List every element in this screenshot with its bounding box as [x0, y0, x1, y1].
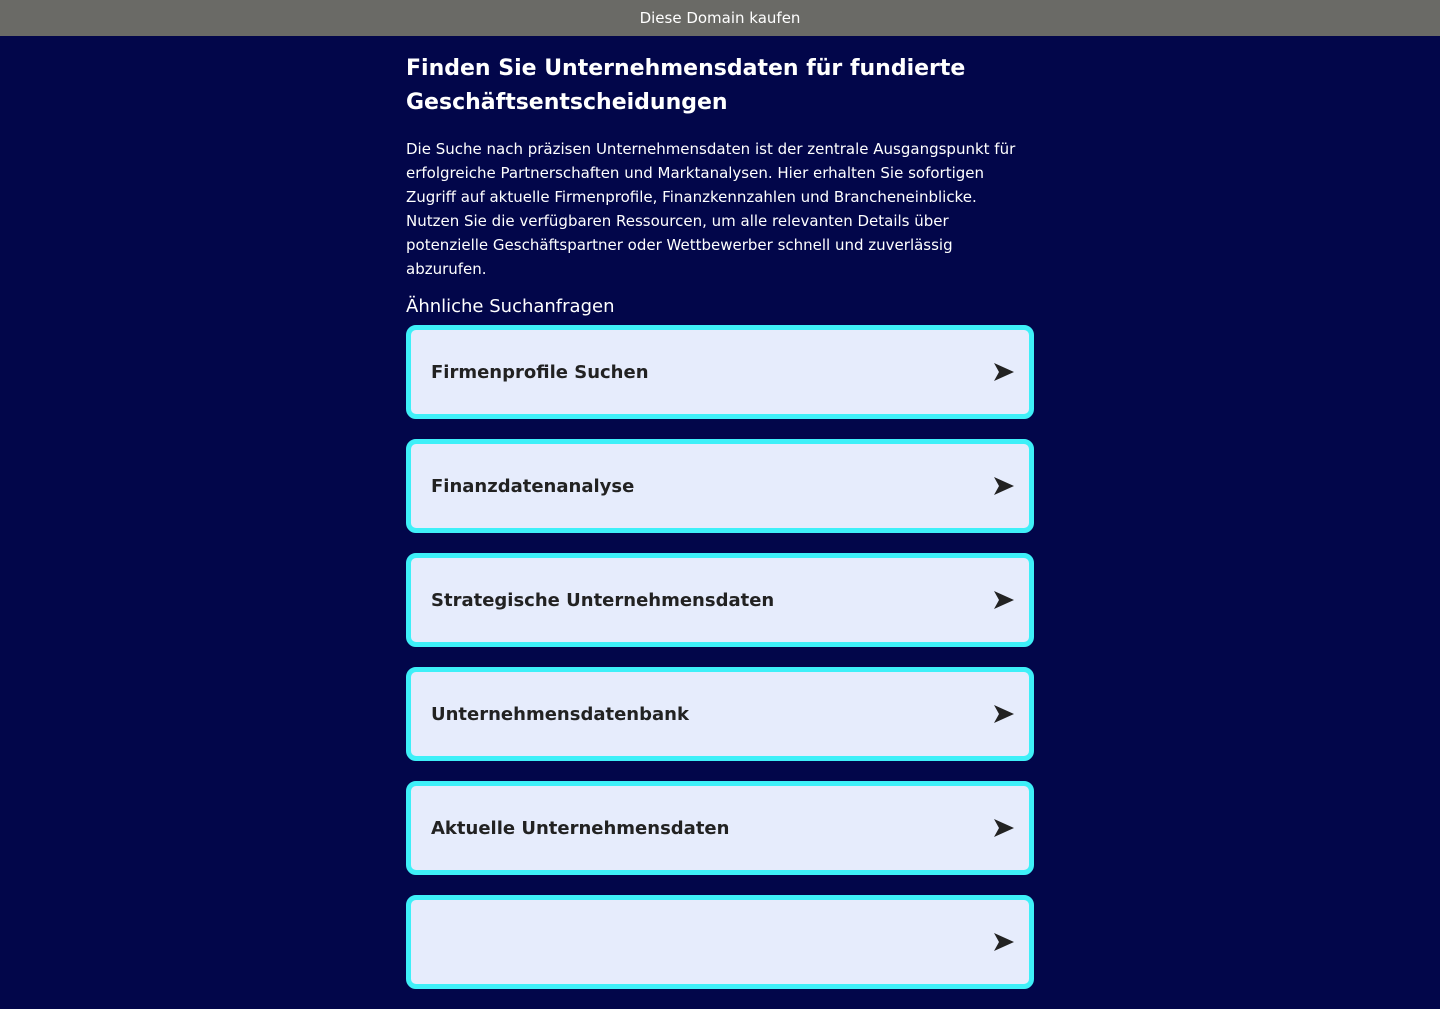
related-searches-title: Ähnliche Suchanfragen: [406, 296, 615, 317]
related-search-link[interactable]: [406, 895, 1034, 989]
related-searches-list: [406, 325, 1034, 989]
related-search-label: Finanzdatenanalyse: [431, 475, 635, 497]
main-content: [406, 36, 1034, 1009]
related-search-link[interactable]: [406, 553, 1034, 647]
related-search-label: Unternehmensdatenbank: [431, 703, 689, 725]
related-search-label: Aktuelle Unternehmensdaten: [431, 817, 730, 839]
arrow-right-icon: [993, 476, 1015, 496]
buy-domain-link[interactable]: [0, 0, 1440, 36]
related-search-label: Strategische Unternehmensdaten: [431, 589, 775, 611]
related-search-link[interactable]: [406, 325, 1034, 419]
related-search-link[interactable]: [406, 781, 1034, 875]
page-title: Finden Sie Unternehmensdaten für fundierte Geschäftsentscheidungen: [406, 56, 966, 115]
arrow-right-icon: [993, 704, 1015, 724]
intro-text: Die Suche nach präzisen Unternehmensdaten ist der zentrale Ausgangspunkt für erfolgreiche Partnerschaften und Marktanalysen. Hier erhalten Sie sofortigen Zugriff auf aktuelle Firmenprofile, Finanzkennzahlen und Brancheneinblicke. Nutzen Sie die verfügbaren Ressourcen, um alle relevanten Details über potenzielle Geschäftspartner oder Wettbewerber schnell und zuverlässig abzurufen.: [406, 140, 1016, 278]
related-search-link[interactable]: [406, 439, 1034, 533]
arrow-right-icon: [993, 590, 1015, 610]
arrow-right-icon: [993, 362, 1015, 382]
buy-domain-label: Diese Domain kaufen: [639, 9, 801, 27]
arrow-right-icon: [993, 932, 1015, 952]
related-search-label: Firmenprofile Suchen: [431, 361, 649, 383]
arrow-right-icon: [993, 818, 1015, 838]
related-search-link[interactable]: [406, 667, 1034, 761]
